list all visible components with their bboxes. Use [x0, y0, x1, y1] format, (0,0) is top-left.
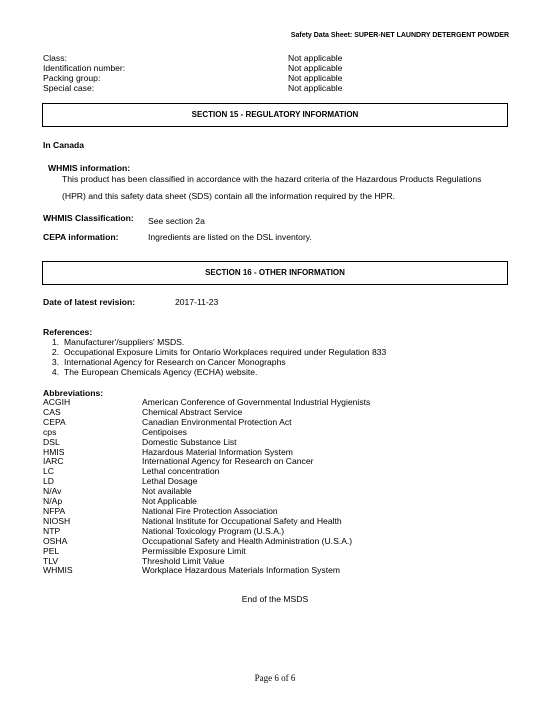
abbreviation-meaning: Workplace Hazardous Materials Information System [142, 565, 341, 576]
abbreviation-code: cps [43, 426, 57, 437]
section-15-header: SECTION 15 - REGULATORY INFORMATION [42, 103, 508, 127]
abbreviation-meaning: Centipoises [142, 426, 187, 437]
transport-special-value: Not applicable [288, 83, 343, 93]
whmis-classification-value: See section 2a [148, 216, 205, 226]
abbreviation-meaning: Occupational Safety and Health Administration (U.S.A.) [142, 535, 353, 546]
transport-class-label: Class: [43, 53, 67, 63]
whmis-info-line-1: This product has been classified in accordance with the hazard criteria of the Hazardous Products Regulations [62, 174, 482, 184]
abbreviation-code: LD [43, 476, 54, 487]
abbreviation-meaning: Lethal Dosage [142, 476, 198, 487]
abbreviation-code: N/Av [43, 486, 62, 497]
abbreviation-meaning: Hazardous Material Information System [142, 446, 293, 457]
table-row [43, 467, 370, 477]
abbreviation-meaning: Permissible Exposure Limit [142, 545, 246, 556]
abbreviation-meaning: National Institute for Occupational Safety and Health [142, 515, 342, 526]
whmis-classification-label: WHMIS Classification: [43, 213, 134, 223]
transport-packing-label: Packing group: [43, 73, 101, 83]
list-item: 1. Manufacturer'/suppliers' MSDS. [51, 337, 185, 347]
abbreviation-code: N/Ap [43, 496, 63, 507]
page-number: Page 6 of 6 [254, 673, 296, 683]
abbreviation-code: CEPA [43, 416, 66, 427]
section-16-header: SECTION 16 - OTHER INFORMATION [42, 261, 508, 285]
abbreviation-meaning: Not available [142, 486, 192, 497]
transport-class-value: Not applicable [288, 53, 343, 63]
transport-id-label: Identification number: [43, 63, 126, 73]
transport-id-value: Not applicable [288, 63, 343, 73]
revision-date-value: 2017-11-23 [175, 297, 219, 307]
references-list [43, 338, 386, 378]
end-of-msds: End of the MSDS [241, 594, 309, 604]
transport-special-label: Special case: [43, 83, 95, 93]
abbreviation-code: DSL [43, 436, 60, 447]
abbreviation-meaning: Threshold Limit Value [142, 555, 225, 566]
abbreviation-code: LC [43, 466, 54, 477]
abbreviation-code: NIOSH [43, 515, 71, 526]
table-row [43, 566, 370, 576]
abbreviation-meaning: American Conference of Governmental Industrial Hygienists [142, 397, 371, 407]
document-header-title: Safety Data Sheet: SUPER-NET LAUNDRY DETERGENT POWDER [290, 32, 509, 39]
abbreviation-meaning: Not Applicable [142, 496, 197, 507]
transport-packing-value: Not applicable [288, 73, 343, 83]
abbreviation-code: PEL [43, 545, 60, 556]
revision-date-label: Date of latest revision: [43, 297, 136, 307]
cepa-value: Ingredients are listed on the DSL inventory. [148, 232, 312, 242]
abbreviation-meaning: Chemical Abstract Service [142, 406, 243, 417]
region-heading: In Canada [43, 140, 85, 150]
abbreviation-meaning: Lethal concentration [142, 466, 220, 477]
abbreviation-meaning: Canadian Environmental Protection Act [142, 416, 292, 427]
abbreviation-meaning: International Agency for Research on Cancer [142, 456, 314, 467]
abbreviation-code: OSHA [43, 535, 68, 546]
whmis-info-line-2: (HPR) and this safety data sheet (SDS) contain all the information required by the HPR. [62, 191, 395, 201]
abbreviation-code: HMIS [43, 446, 65, 457]
table-row [43, 477, 370, 487]
references-heading: References: [43, 327, 93, 337]
abbreviation-code: CAS [43, 406, 61, 417]
list-item: 4. The European Chemicals Agency (ECHA) website. [51, 366, 258, 377]
abbreviation-code: ACGIH [43, 397, 71, 407]
abbreviation-code: NFPA [43, 505, 66, 516]
abbreviation-code: WHMIS [43, 565, 73, 576]
abbreviation-code: IARC [43, 456, 64, 467]
list-item: 2. Occupational Exposure Limits for Ontario Workplaces required under Regulation 833 [51, 346, 387, 357]
whmis-info-heading: WHMIS information: [48, 163, 131, 173]
abbreviation-meaning: National Toxicology Program (U.S.A.) [142, 525, 285, 536]
list-item: 3. International Agency for Research on Cancer Monographs [51, 356, 286, 367]
table-row [43, 547, 370, 557]
abbreviations-table [43, 398, 370, 576]
abbreviation-meaning: National Fire Protection Association [142, 505, 278, 516]
cepa-label: CEPA information: [43, 232, 119, 242]
table-row [43, 418, 370, 428]
abbreviations-heading: Abbreviations: [43, 388, 104, 398]
abbreviation-code: NTP [43, 525, 61, 536]
table-row [43, 487, 370, 497]
abbreviation-code: TLV [43, 555, 59, 566]
abbreviation-meaning: Domestic Substance List [142, 436, 237, 447]
